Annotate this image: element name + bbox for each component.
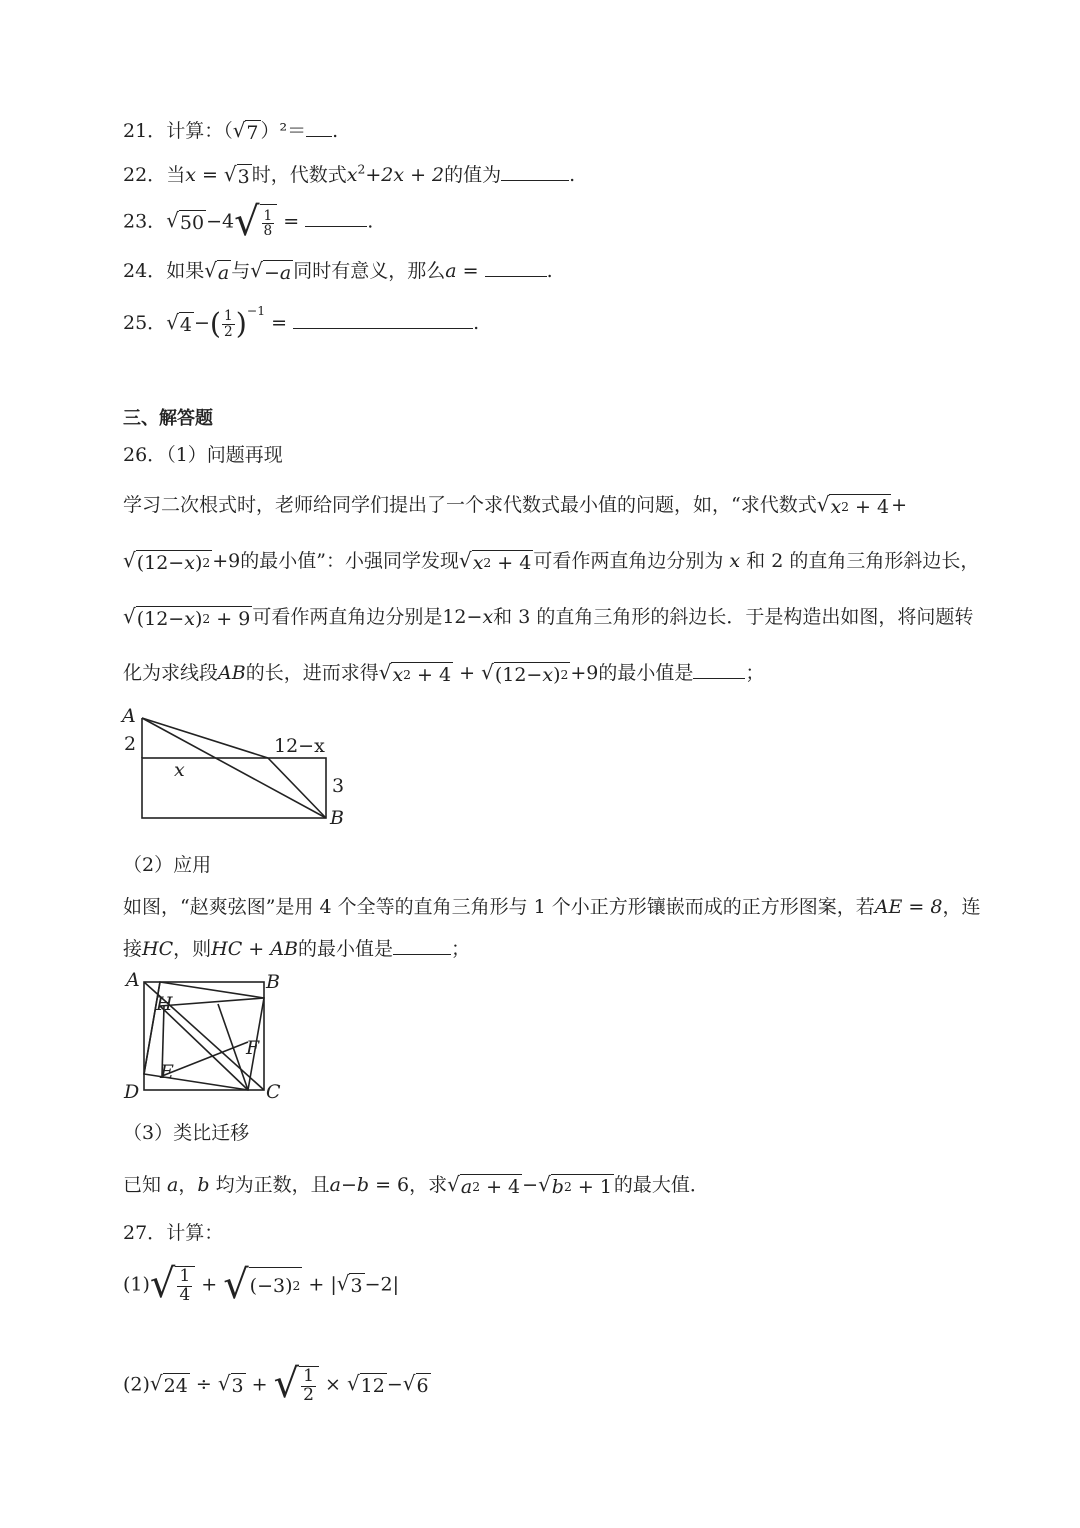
q26-line-3: √ (12− x ) 2 + 9 可看作两直角边分别是12−x和 3 的直角三角形的斜边长．于是构造出如图，将问题转 xyxy=(123,604,974,630)
q26-line-6: 接HC，则HC + AB的最小值是 ； xyxy=(123,938,470,960)
figure-1 xyxy=(118,700,358,830)
q26-part2: （2）应用 xyxy=(123,854,212,876)
q26-line-5: 如图，“赵爽弦图”是用 4 个全等的直角三角形与 1 个小正方形镶嵌而成的正方形图案，若AE = 8，连 xyxy=(123,896,981,918)
label-h: H xyxy=(156,993,173,1015)
sqrt: √ a xyxy=(204,258,230,284)
question-22: 22．当x = √ 3 时，代数式$x^2+2x + 2$的值为 . xyxy=(123,162,576,188)
answer-blank[interactable] xyxy=(293,312,473,329)
label-b: B xyxy=(330,807,344,829)
sqrt-fraction: √ $\frac{1}{8}$ xyxy=(234,204,277,241)
label-f: F xyxy=(246,1037,260,1059)
q26-line-4: 化为求线段AB的长，进而求得 √ x 2 + 4 + √ (12− x ) 2 +9的最小值是 ； xyxy=(123,660,765,686)
label-d: D xyxy=(124,1081,140,1103)
question-24: 24．如果 √ a 与 √ −a 同时有意义，那么a = . xyxy=(123,258,553,284)
q26-line-1: 学习二次根式时，老师给同学们提出了一个求代数式最小值的问题，如，“求代数式 √ x 2 + 4 + xyxy=(123,492,908,518)
q26-line-7: 已知 a，b 均为正数，且a−b = 6，求 √ a 2 + 4 − √ b 2 + 1 的最大值． xyxy=(123,1172,709,1198)
q26-part3: （3）类比迁移 xyxy=(123,1122,250,1144)
sqrt: √ −a xyxy=(250,258,292,284)
label-twelve-minus-x: 12−x xyxy=(274,735,325,757)
q26-line-2: √ (12− x ) 2 +9的最小值”：小强同学发现 √ x 2 + 4 可看作两直角边分别为 x 和 2 的直角三角形斜边长， xyxy=(123,548,980,574)
question-27: 27．计算： xyxy=(123,1222,224,1244)
sqrt: √ 4 xyxy=(166,310,192,336)
q27-sub-2: (2) √ 24 ÷ √ 3 + √ $\frac{1}{2}$ × √ 12 − √ 6 xyxy=(123,1361,429,1407)
answer-blank[interactable] xyxy=(305,210,367,227)
answer-blank[interactable] xyxy=(306,120,332,137)
answer-blank[interactable] xyxy=(485,260,547,277)
figure-2 xyxy=(120,966,290,1106)
label-a: A xyxy=(126,969,140,991)
label-c: C xyxy=(266,1081,281,1103)
sqrt: √ 7 xyxy=(232,118,259,144)
question-25: 25． √ 4 −( $\frac{1}{2}$ )$^{-1}$ = . xyxy=(123,304,480,341)
section-title: 三、解答题 xyxy=(123,408,213,429)
answer-blank[interactable] xyxy=(693,662,745,679)
label-two: 2 xyxy=(124,733,137,755)
question-21: 21．计算：（ √ 7 ）²＝ . xyxy=(123,118,339,144)
rectangle xyxy=(142,758,326,818)
answer-blank[interactable] xyxy=(393,938,451,955)
sqrt: √ 50 xyxy=(166,208,205,235)
sqrt: √ 3 xyxy=(223,162,250,188)
label-e: E xyxy=(160,1061,174,1083)
question-23: 23． √ 50 −4 √ $\frac{1}{8}$ = . xyxy=(123,199,374,245)
answer-blank[interactable] xyxy=(501,164,569,181)
q27-sub-1: (1) √ $\frac{1}{4}$ + √ (−3) 2 + | √ 3 −2| xyxy=(123,1261,399,1308)
label-three: 3 xyxy=(332,775,345,797)
question-26-header: 26．（1）问题再现 xyxy=(123,444,283,466)
label-b: B xyxy=(266,971,280,993)
label-a: A xyxy=(122,705,136,727)
label-x: x xyxy=(174,759,185,781)
